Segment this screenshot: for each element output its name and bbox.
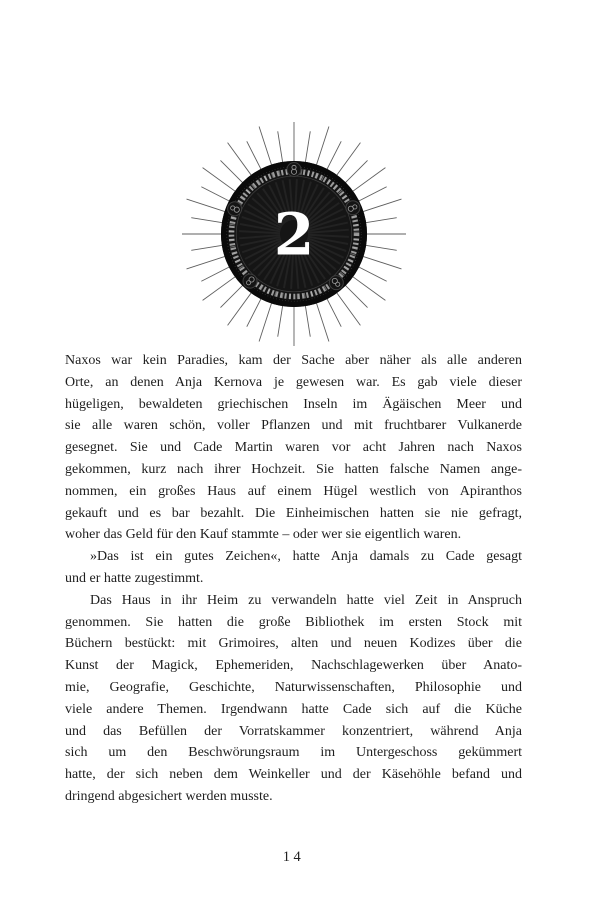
text-line: Büchern bestückt: mit Grimoires, alten und neuen Kodizes über die [65, 636, 522, 652]
text-line: genommen. Sie hatten die große Bibliothek im ersten Stock mit [65, 614, 522, 630]
chapter-ornament-graphic [182, 122, 406, 346]
text-line: gekauft und es bar bezahlt. Die Einheimischen hatten sie nie gefragt, [65, 505, 522, 521]
text-line: Kunst der Magick, Ephemeriden, Nachschlagewerken über Anato- [65, 658, 522, 674]
text-line: viele andere Themen. Irgendwann hatte Cade sich auf die Küche [65, 701, 522, 717]
text-line: sie alle waren schön, voller Pflanzen und mit fruchtbarer Vulkanerde [65, 418, 522, 434]
text-line: Das Haus in ihr Heim zu verwandeln hatte viel Zeit in Anspruch [90, 592, 522, 608]
text-line: gesegnet. Sie und Cade Martin waren vor acht Jahren nach Naxos [65, 440, 522, 456]
text-line: und er hatte zugestimmt. [65, 570, 204, 586]
ring-seal-icon [287, 163, 301, 177]
text-line: nommen, ein großes Haus auf einem Hügel westlich von Apiranthos [65, 483, 522, 499]
chapter-number: 2 [273, 200, 315, 269]
text-line: gekommen, kurz nach ihrer Hochzeit. Sie hatten falsche Namen ange- [65, 461, 522, 477]
text-line: mie, Geografie, Geschichte, Naturwissenschaften, Philosophie und [65, 679, 522, 695]
text-line: hatte, der sich neben dem Weinkeller und der Käsehöhle befand und [65, 767, 522, 783]
page-number: 14 [282, 849, 305, 865]
text-line: Orte, an denen Anja Kernova je gewesen war. Es gab viele dieser [65, 374, 522, 390]
text-line: hügeligen, bewaldeten griechischen Inseln im Ägäischen Meer und [65, 396, 522, 412]
body-text [65, 350, 522, 808]
text-line: und das Befüllen der Vorratskammer konzentriert, während Anja [65, 723, 522, 739]
text-line: dringend abgesichert werden musste. [65, 788, 273, 804]
chapter-ornament [182, 122, 406, 346]
text-line: woher das Geld für den Kauf stammte – oder wer sie eigentlich waren. [65, 527, 462, 543]
text-line: »Das ist ein gutes Zeichen«, hatte Anja damals zu Cade gesagt [90, 549, 522, 565]
text-line: sich um den Beschwörungsraum im Untergeschoss gekümmert [65, 745, 522, 761]
text-line: Naxos war kein Paradies, kam der Sache aber näher als alle anderen [65, 353, 522, 368]
